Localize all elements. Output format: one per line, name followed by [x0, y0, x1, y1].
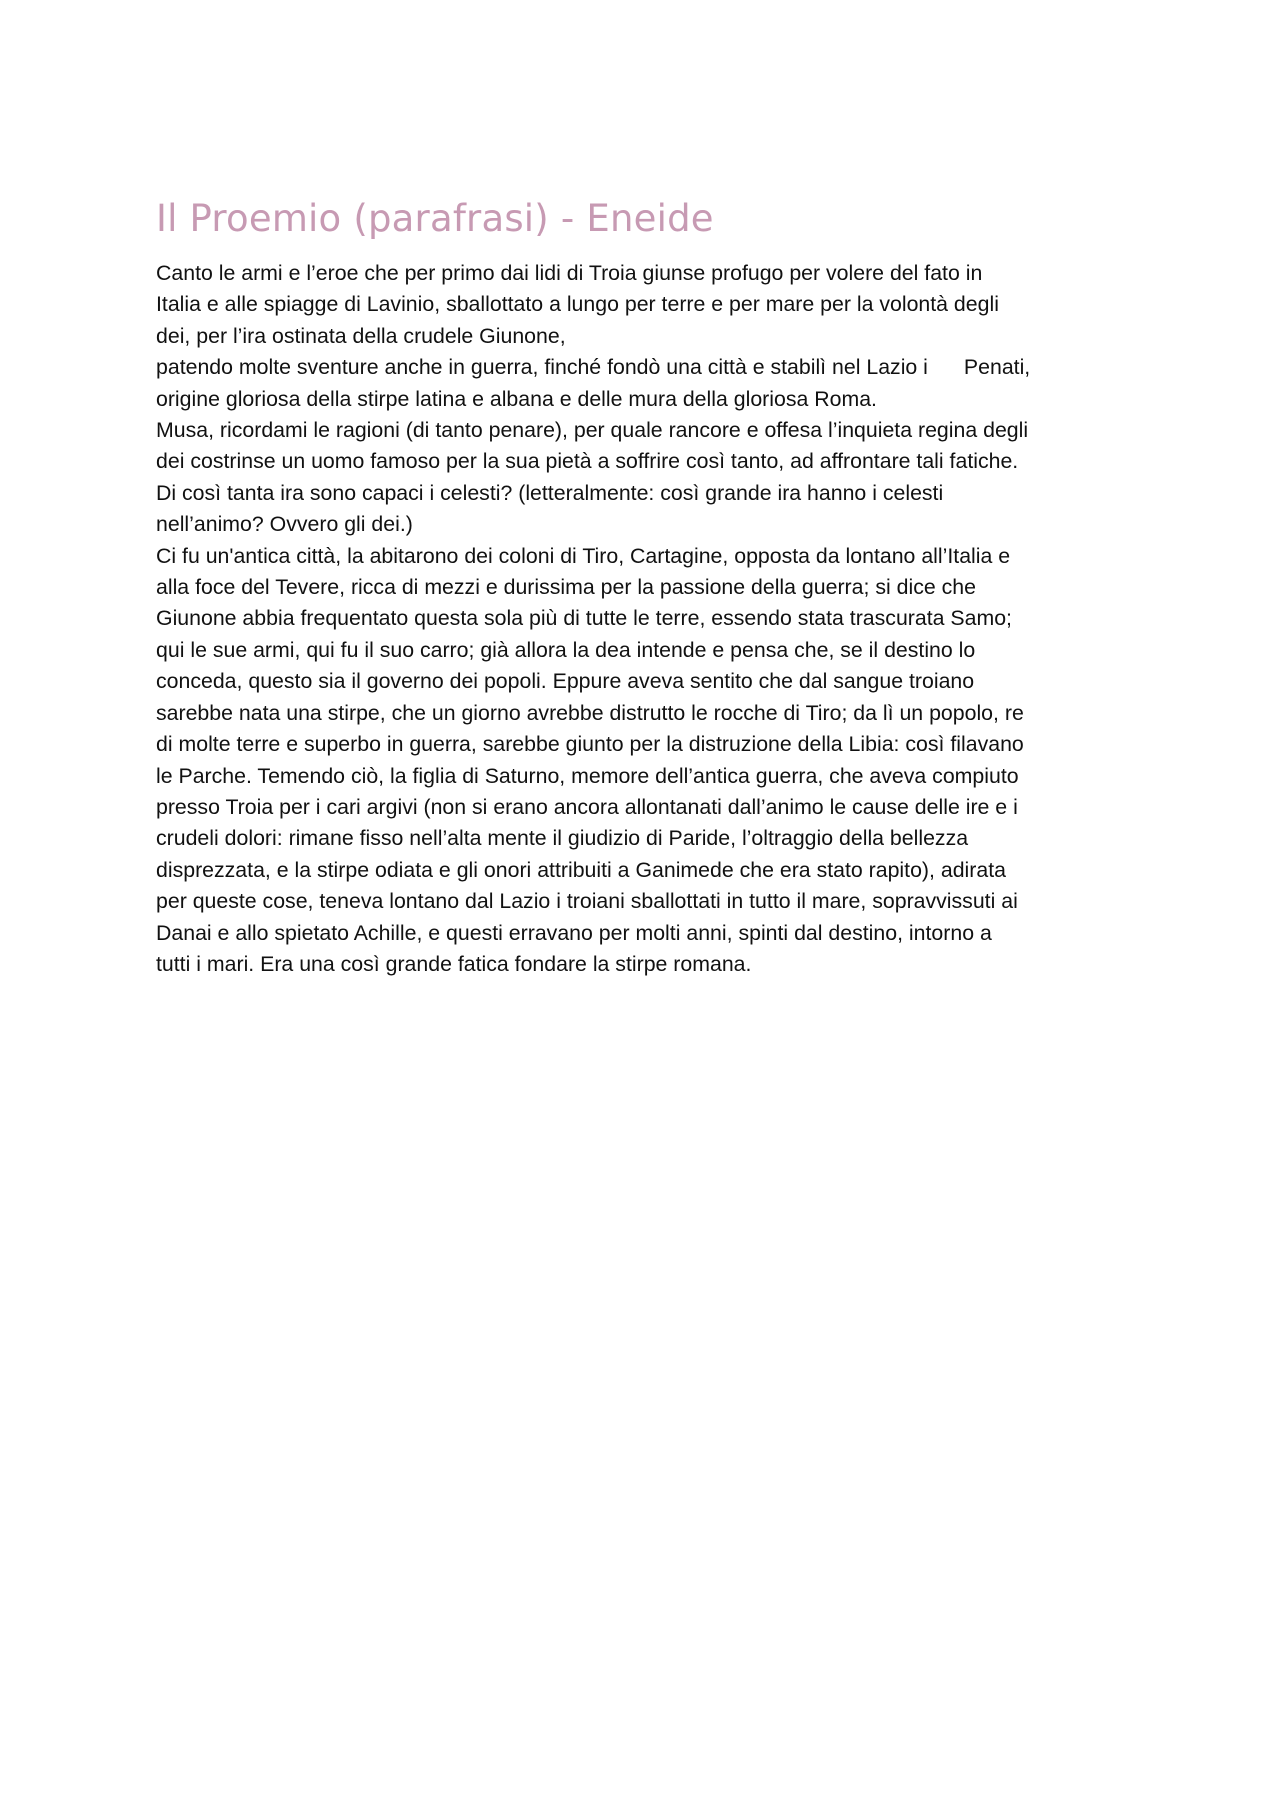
text-line: per queste cose, teneva lontano dal Lazio i troiani sballottati in tutto il mare, sopravvissuti ai	[156, 889, 1018, 914]
paraphrase-text	[156, 258, 1156, 980]
text-line: presso Troia per i cari argivi (non si erano ancora allontanati dall’animo le cause delle ire e i	[156, 794, 1018, 819]
text-line: origine gloriosa della stirpe latina e albana e delle mura della gloriosa Roma.	[156, 386, 877, 411]
text-line: Canto le armi e l’eroe che per primo dai lidi di Troia giunse profugo per volere del fato in	[156, 261, 983, 285]
text-line: crudeli dolori: rimane fisso nell’alta mente il giudizio di Paride, l’oltraggio della bellezza	[156, 826, 969, 851]
text-line: Musa, ricordami le ragioni (di tanto penare), per quale rancore e offesa l’inquieta regina degli	[156, 418, 1029, 443]
text-line: alla foce del Tevere, ricca di mezzi e durissima per la passione della guerra; si dice che	[156, 575, 976, 600]
text-line: Di così tanta ira sono capaci i celesti? (letteralmente: così grande ira hanno i celesti	[156, 480, 944, 505]
text-line: sarebbe nata una stirpe, che un giorno avrebbe distrutto le rocche di Tiro; da lì un popolo, re	[156, 700, 1024, 725]
text-line-head: patendo molte sventure anche in guerra, finché fondò una città e stabilì nel Lazio i	[156, 355, 928, 380]
text-line: tutti i mari. Era una così grande fatica fondare la stirpe romana.	[156, 951, 752, 976]
text-line: nell’animo? Ovvero gli dei.)	[156, 512, 413, 537]
text-line: le Parche. Temendo ciò, la figlia di Saturno, memore dell’antica guerra, che aveva compiuto	[156, 763, 1019, 788]
text-line: disprezzata, e la stirpe odiata e gli onori attribuiti a Ganimede che era stato rapito), adirata	[156, 857, 1006, 882]
text-line: conceda, questo sia il governo dei popoli. Eppure aveva sentito che dal sangue troiano	[156, 669, 975, 694]
text-line-with-gap	[156, 352, 1156, 383]
text-line: qui le sue armi, qui fu il suo carro; già allora la dea intende e pensa che, se il destino lo	[156, 637, 976, 662]
text-line: Ci fu un'antica città, la abitarono dei coloni di Tiro, Cartagine, opposta da lontano all’Italia e	[156, 543, 1011, 568]
text-line: dei, per l’ira ostinata della crudele Giunone,	[156, 323, 566, 348]
text-line: dei costrinse un uomo famoso per la sua pietà a soffrire così tanto, ad affrontare tali fatiche.	[156, 449, 1019, 474]
text-line: Danai e allo spietato Achille, e questi erravano per molti anni, spinti dal destino, intorno a	[156, 920, 992, 945]
text-line-tail: Penati,	[963, 355, 1031, 380]
text-line: Giunone abbia frequentato questa sola più di tutte le terre, essendo stata trascurata Samo;	[156, 606, 1012, 631]
text-line: Italia e alle spiagge di Lavinio, sballottato a lungo per terre e per mare per la volontà degli	[156, 292, 999, 317]
text-line: di molte terre e superbo in guerra, sarebbe giunto per la distruzione della Libia: così filavano	[156, 732, 1024, 757]
document-title: Il Proemio (parafrasi) - Eneide	[156, 197, 714, 240]
